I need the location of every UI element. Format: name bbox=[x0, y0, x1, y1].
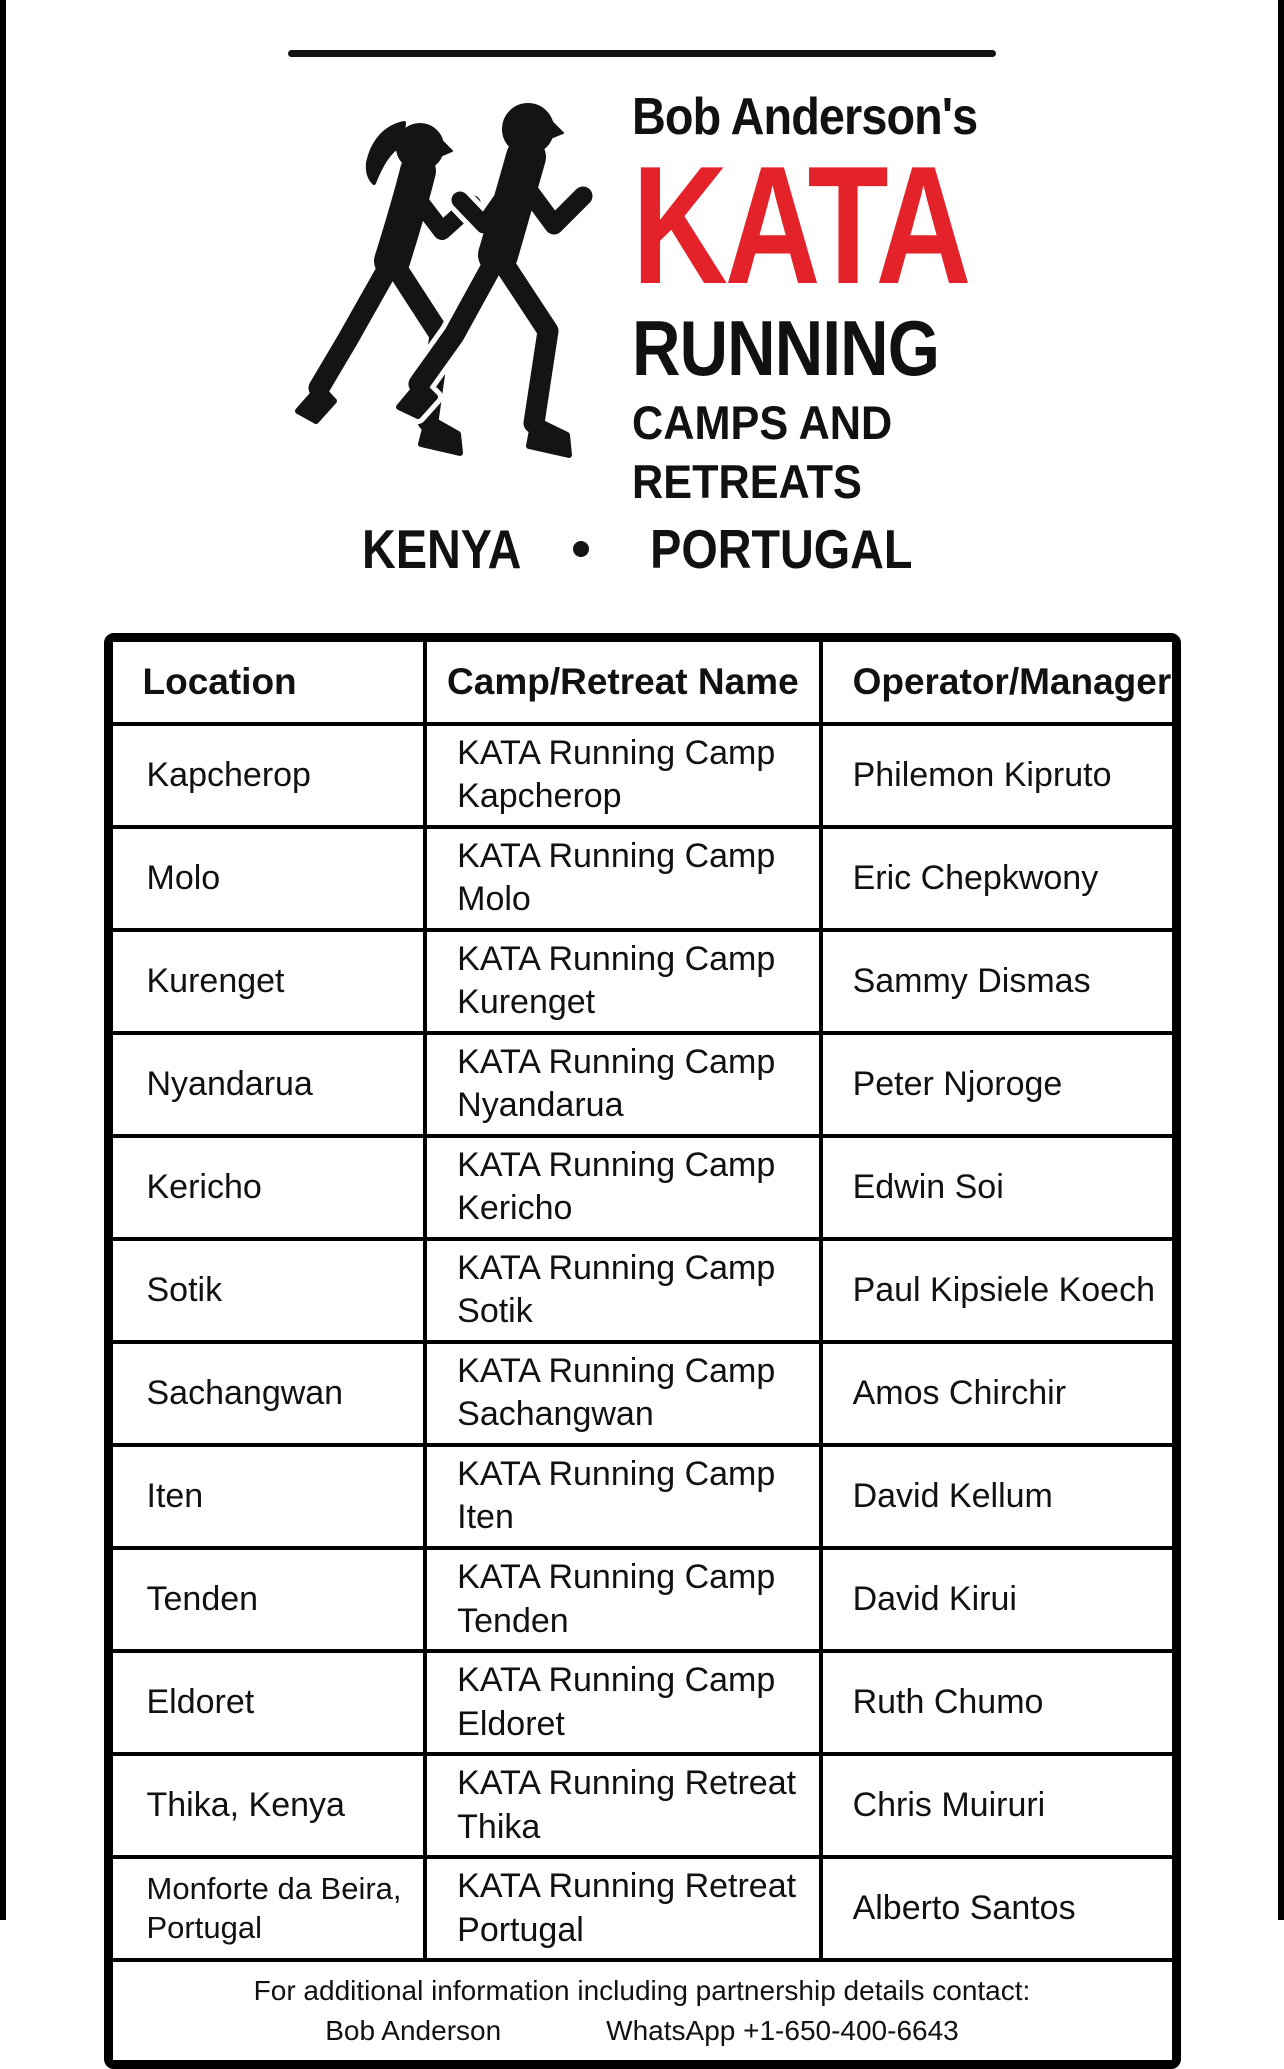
cell-location: Monforte da Beira, Portugal bbox=[111, 1857, 426, 1960]
contact-line1: For additional information including partnership details contact: bbox=[253, 1975, 1031, 2007]
cell-camp-name: KATA Running Camp Sachangwan bbox=[425, 1342, 820, 1445]
cell-operator: Eric Chepkwony bbox=[821, 827, 1174, 930]
cell-location: Kericho bbox=[111, 1136, 426, 1239]
logo-line-camps-and: CAMPS AND bbox=[632, 395, 893, 449]
table-row bbox=[111, 724, 1174, 827]
camps-table-frame bbox=[104, 633, 1181, 2069]
cell-location: Thika, Kenya bbox=[111, 1754, 426, 1857]
cell-location: Sachangwan bbox=[111, 1342, 426, 1445]
logo-top-rule bbox=[288, 50, 996, 57]
camps-table bbox=[109, 638, 1176, 2064]
cell-operator: Ruth Chumo bbox=[821, 1651, 1174, 1754]
table-row bbox=[111, 1033, 1174, 1136]
logo-brand: KATA bbox=[632, 131, 969, 319]
header-row bbox=[111, 640, 1174, 724]
header-camp-name: Camp/Retreat Name bbox=[425, 640, 820, 724]
table-row bbox=[111, 1857, 1174, 1960]
logo-countries bbox=[288, 517, 996, 581]
bullet-separator-icon bbox=[573, 541, 589, 557]
table-row bbox=[111, 1136, 1174, 1239]
cell-operator: Chris Muiruri bbox=[821, 1754, 1174, 1857]
contact-info bbox=[111, 1960, 1174, 2062]
table-row bbox=[111, 1342, 1174, 1445]
footer-row bbox=[111, 1960, 1174, 2062]
country-portugal: PORTUGAL bbox=[650, 517, 913, 580]
cell-location: Kapcherop bbox=[111, 724, 426, 827]
table-row bbox=[111, 1239, 1174, 1342]
logo-text bbox=[632, 83, 1058, 508]
cell-operator: David Kellum bbox=[821, 1445, 1174, 1548]
cell-operator: David Kirui bbox=[821, 1548, 1174, 1651]
contact-name: Bob Anderson bbox=[325, 2014, 502, 2046]
cell-camp-name: KATA Running Camp Kericho bbox=[425, 1136, 820, 1239]
table-row bbox=[111, 1445, 1174, 1548]
cell-camp-name: KATA Running Camp Kapcherop bbox=[425, 724, 820, 827]
cell-operator: Amos Chirchir bbox=[821, 1342, 1174, 1445]
cell-operator: Philemon Kipruto bbox=[821, 724, 1174, 827]
cell-location: Nyandarua bbox=[111, 1033, 426, 1136]
cell-camp-name: KATA Running Camp Nyandarua bbox=[425, 1033, 820, 1136]
cell-camp-name: KATA Running Camp Eldoret bbox=[425, 1651, 820, 1754]
runners-icon bbox=[288, 83, 618, 481]
cell-location: Molo bbox=[111, 827, 426, 930]
cell-location: Iten bbox=[111, 1445, 426, 1548]
cell-location: Sotik bbox=[111, 1239, 426, 1342]
country-kenya: KENYA bbox=[362, 517, 522, 580]
cell-operator: Paul Kipsiele Koech bbox=[821, 1239, 1174, 1342]
cell-camp-name: KATA Running Camp Molo bbox=[425, 827, 820, 930]
cell-camp-name: KATA Running Camp Tenden bbox=[425, 1548, 820, 1651]
logo-line-running: RUNNING bbox=[632, 303, 940, 392]
cell-camp-name: KATA Running Camp Iten bbox=[425, 1445, 820, 1548]
table-row bbox=[111, 930, 1174, 1033]
table-row bbox=[111, 827, 1174, 930]
table-row bbox=[111, 1754, 1174, 1857]
header-location: Location bbox=[111, 640, 426, 724]
cell-location: Eldoret bbox=[111, 1651, 426, 1754]
header-operator: Operator/Manager bbox=[821, 640, 1174, 724]
cell-location: Tenden bbox=[111, 1548, 426, 1651]
cell-operator: Alberto Santos bbox=[821, 1857, 1174, 1960]
cell-camp-name: KATA Running Camp Sotik bbox=[425, 1239, 820, 1342]
logo-line-retreats: RETREATS bbox=[632, 454, 862, 508]
cell-camp-name: KATA Running Retreat Portugal bbox=[425, 1857, 820, 1960]
cell-operator: Peter Njoroge bbox=[821, 1033, 1174, 1136]
cell-camp-name: KATA Running Retreat Thika bbox=[425, 1754, 820, 1857]
contact-whatsapp: WhatsApp +1-650-400-6643 bbox=[606, 2014, 959, 2046]
table-row bbox=[111, 1548, 1174, 1651]
cell-camp-name: KATA Running Camp Kurenget bbox=[425, 930, 820, 1033]
logo-block bbox=[288, 0, 996, 581]
cell-operator: Edwin Soi bbox=[821, 1136, 1174, 1239]
cell-operator: Sammy Dismas bbox=[821, 930, 1174, 1033]
logo-owner: Bob Anderson's bbox=[632, 88, 978, 146]
cell-location: Kurenget bbox=[111, 930, 426, 1033]
table-row bbox=[111, 1651, 1174, 1754]
